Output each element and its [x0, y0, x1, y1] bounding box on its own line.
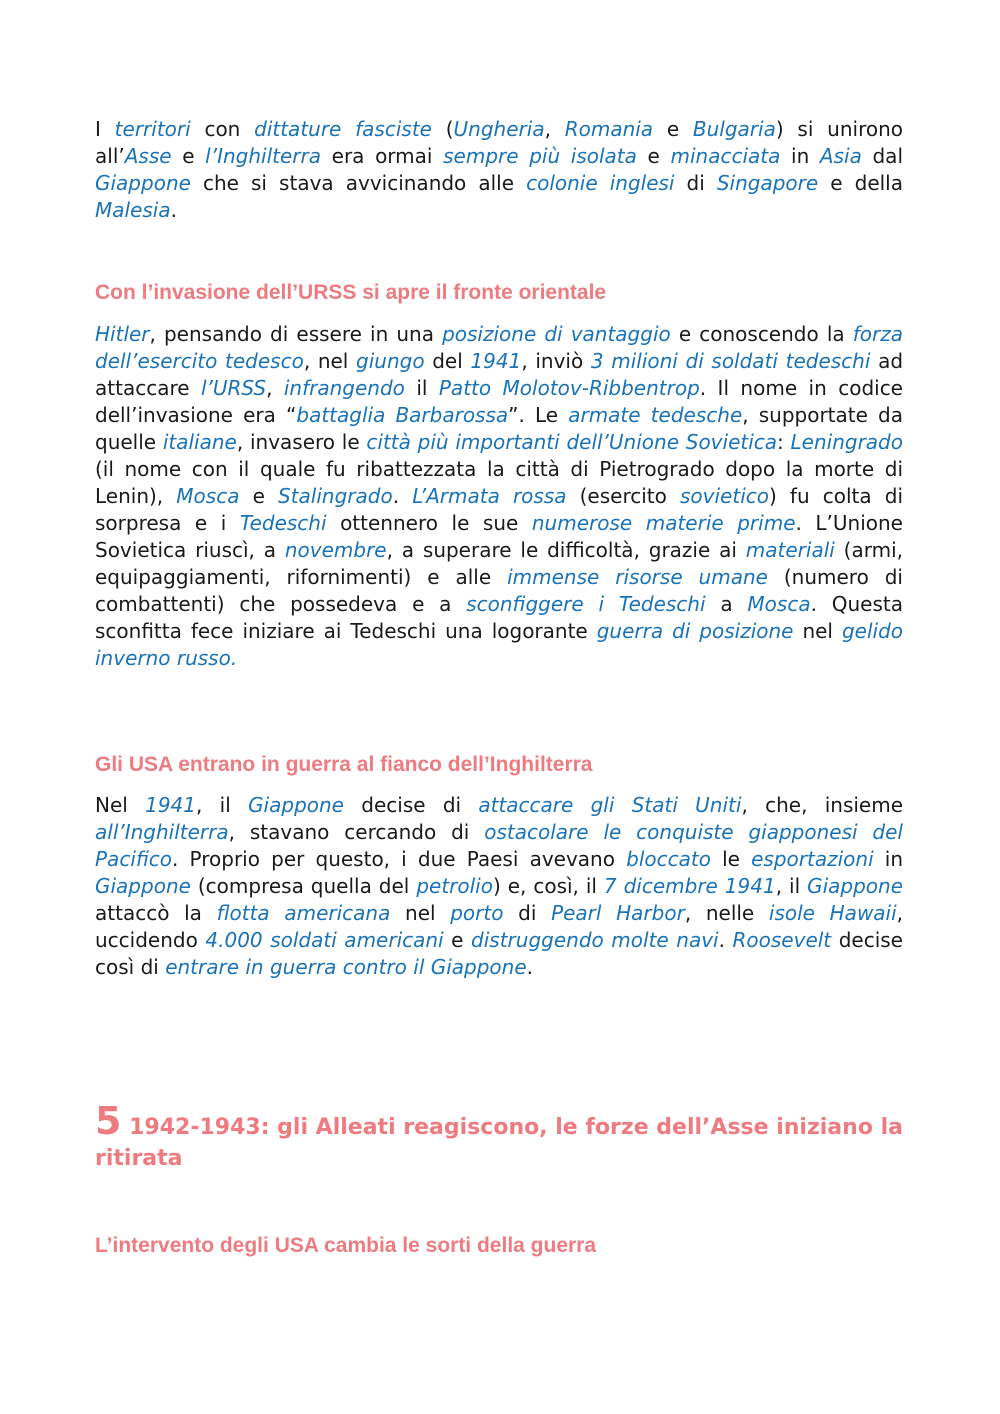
highlighted-term: colonie inglesi: [526, 171, 675, 195]
highlighted-term: Ungheria: [453, 117, 545, 141]
highlighted-term: forza dell’esercito tedesco: [95, 322, 903, 373]
highlighted-term: bloccato: [626, 847, 711, 871]
highlighted-term: esportazioni: [751, 847, 874, 871]
highlighted-term: territori: [114, 117, 191, 141]
highlighted-term: immense risorse umane: [507, 565, 768, 589]
document-page: [95, 116, 904, 1257]
highlighted-term: Singapore: [716, 171, 819, 195]
highlighted-term: 3 milioni di soldati tedeschi: [590, 349, 871, 373]
highlighted-term: petrolio: [416, 874, 493, 898]
highlighted-term: minacciata: [670, 144, 781, 168]
highlighted-term: Leningrado: [790, 430, 903, 454]
highlighted-term: novembre: [284, 538, 387, 562]
highlighted-term: Asse: [124, 144, 172, 168]
highlighted-term: Tedeschi: [239, 511, 327, 535]
highlighted-term: Pearl Harbor: [551, 901, 685, 925]
highlighted-term: Asia: [819, 144, 862, 168]
highlighted-term: isole Hawaii: [768, 901, 897, 925]
highlighted-term: l’Inghilterra: [205, 144, 321, 168]
highlighted-term: Stalingrado: [278, 484, 393, 508]
highlighted-term: Hitler: [95, 322, 150, 346]
chapter-number: 5: [95, 1099, 122, 1143]
highlighted-term: attaccare gli Stati Uniti: [478, 793, 742, 817]
highlighted-term: sovietico: [680, 484, 769, 508]
highlighted-term: gelido inverno russo.: [95, 619, 903, 670]
highlighted-term: entrare in guerra contro il Giappone: [165, 955, 527, 979]
highlighted-term: distruggendo molte navi: [471, 928, 719, 952]
highlighted-term: l’URSS: [200, 376, 267, 400]
highlighted-term: all’Inghilterra: [95, 820, 229, 844]
heading-usa-enter-war: Gli USA entrano in guerra al fianco dell’Inghilterra: [95, 753, 593, 776]
highlighted-term: battaglia Barbarossa: [296, 403, 509, 427]
highlighted-term: Roosevelt: [732, 928, 832, 952]
chapter-heading: [95, 1099, 903, 1174]
highlighted-term: 7 dicembre 1941: [603, 874, 776, 898]
highlighted-term: Giappone: [807, 874, 903, 898]
highlighted-term: infrangendo: [283, 376, 405, 400]
highlighted-term: Giappone: [248, 793, 344, 817]
highlighted-term: Giappone: [95, 874, 191, 898]
heading-urss-invasion: Con l’invasione dell’URSS si apre il fronte orientale: [95, 281, 607, 304]
highlighted-term: Malesia: [95, 198, 171, 222]
highlighted-term: armate tedesche: [568, 403, 743, 427]
highlighted-term: Bulgaria: [692, 117, 776, 141]
highlighted-term: posizione di vantaggio: [442, 322, 671, 346]
highlighted-term: porto: [450, 901, 504, 925]
paragraph-axis-territories: I territori con dittature fasciste (Ungheria, Romania e Bulgaria) si unirono all’Asse e l’Inghilterra era ormai sempre più isolata e minacciata in Asia dal Giappone che si stava avvicinando alle colonie inglesi di Singapore e della Malesia.: [95, 117, 904, 222]
heading-usa-intervention: L’intervento degli USA cambia le sorti della guerra: [95, 1234, 597, 1257]
highlighted-term: numerose materie prime: [531, 511, 796, 535]
highlighted-term: sempre più isolata: [443, 144, 637, 168]
highlighted-term: flotta americana: [216, 901, 391, 925]
highlighted-term: Mosca: [747, 592, 811, 616]
highlighted-term: ostacolare le conquiste giapponesi del Pacifico: [95, 820, 903, 871]
highlighted-term: italiane: [162, 430, 237, 454]
highlighted-term: 1941: [145, 793, 197, 817]
highlighted-term: sconfiggere i Tedeschi: [466, 592, 706, 616]
highlighted-term: Giappone: [95, 171, 191, 195]
highlighted-term: 4.000 soldati americani: [205, 928, 444, 952]
paragraph-urss-invasion: Hitler, pensando di essere in una posizione di vantaggio e conoscendo la forza dell’esercito tedesco, nel giungo del 1941, inviò 3 milioni di soldati tedeschi ad attaccare l’URSS, infrangendo il Patto Molotov-Ribbentrop. Il nome in codice dell’invasione era “battaglia Barbarossa”. Le armate tedesche, supportate da quelle italiane, invasero le città più importanti dell’Unione Sovietica: Leningrado (il nome con il quale fu ribattezzata la città di Pietrogrado dopo la morte di Lenin), Mosca e Stalingrado. L’Armata rossa (esercito sovietico) fu colta di sorpresa e i Tedeschi ottennero le sue numerose materie prime. L’Unione Sovietica riuscì, a novembre, a superare le difficoltà, grazie ai materiali (armi, equipaggiamenti, rifornimenti) e alle immense risorse umane (numero di combattenti) che possedeva e a sconfiggere i Tedeschi a Mosca. Questa sconfitta fece iniziare ai Tedeschi una logorante guerra di posizione nel gelido inverno russo.: [95, 322, 904, 670]
chapter-title: 1942-1943: gli Alleati reagiscono, le forze dell’Asse iniziano la ritirata: [95, 1115, 903, 1171]
highlighted-term: città più importanti dell’Unione Sovietica: [366, 430, 778, 454]
highlighted-term: guerra di posizione: [596, 619, 794, 643]
highlighted-term: Patto Molotov-Ribbentrop: [438, 376, 700, 400]
highlighted-term: L’Armata rossa: [412, 484, 567, 508]
highlighted-term: giungo: [356, 349, 425, 373]
paragraph-usa-enter-war: Nel 1941, il Giappone decise di attaccare gli Stati Uniti, che, insieme all’Inghilterra, stavano cercando di ostacolare le conquiste giapponesi del Pacifico. Proprio per questo, i due Paesi avevano bloccato le esportazioni in Giappone (compresa quella del petrolio) e, così, il 7 dicembre 1941, il Giappone attaccò la flotta americana nel porto di Pearl Harbor, nelle isole Hawaii, uccidendo 4.000 soldati americani e distruggendo molte navi. Roosevelt decise così di entrare in guerra contro il Giappone.: [95, 793, 904, 979]
highlighted-term: Mosca: [176, 484, 240, 508]
highlighted-term: dittature fasciste: [254, 117, 432, 141]
highlighted-term: materiali: [745, 538, 835, 562]
highlighted-term: Romania: [564, 117, 654, 141]
highlighted-term: 1941: [470, 349, 522, 373]
